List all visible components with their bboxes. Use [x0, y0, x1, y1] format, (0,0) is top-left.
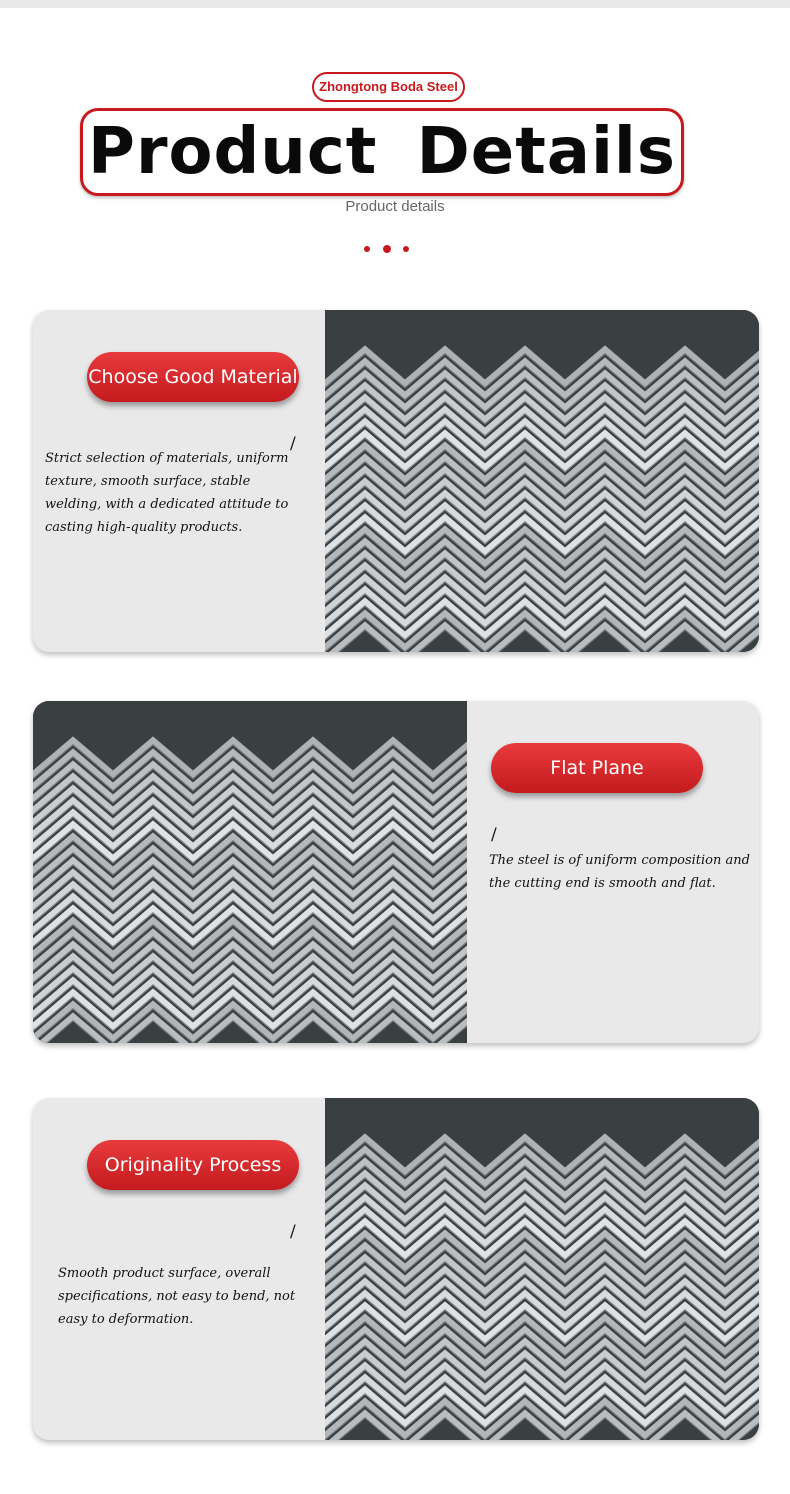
page-title: Product Details: [88, 115, 676, 189]
feature-card-material: [33, 310, 759, 652]
decorative-slash: /: [290, 434, 296, 454]
steel-angle-photo: [33, 701, 467, 1043]
section-description: Smooth product surface, overall specifications, not easy to bend, not easy to deformation.: [58, 1266, 296, 1327]
section-heading: Flat Plane: [491, 743, 703, 793]
decorative-dots: [362, 243, 412, 253]
section-heading: Originality Process: [87, 1140, 299, 1190]
brand-tag: Zhongtong Boda Steel: [312, 72, 465, 102]
feature-card-flat-plane: [33, 701, 759, 1043]
page-subtitle: Product details: [345, 198, 445, 215]
steel-angle-photo: [325, 1098, 759, 1440]
feature-card-process: [33, 1098, 759, 1440]
section-heading: Choose Good Material: [87, 352, 299, 402]
section-description: The steel is of uniform composition and the cutting end is smooth and flat.: [489, 853, 750, 891]
section-description: Strict selection of materials, uniform texture, smooth surface, stable welding, with a dedicated attitude to casting high-quality products.: [45, 451, 289, 535]
decorative-slash: /: [491, 825, 497, 845]
decorative-slash: /: [290, 1222, 296, 1242]
dot-icon: [364, 246, 370, 252]
top-divider: [0, 0, 790, 8]
dot-icon: [383, 245, 391, 253]
steel-angle-photo: [325, 310, 759, 652]
dot-icon: [403, 246, 409, 252]
